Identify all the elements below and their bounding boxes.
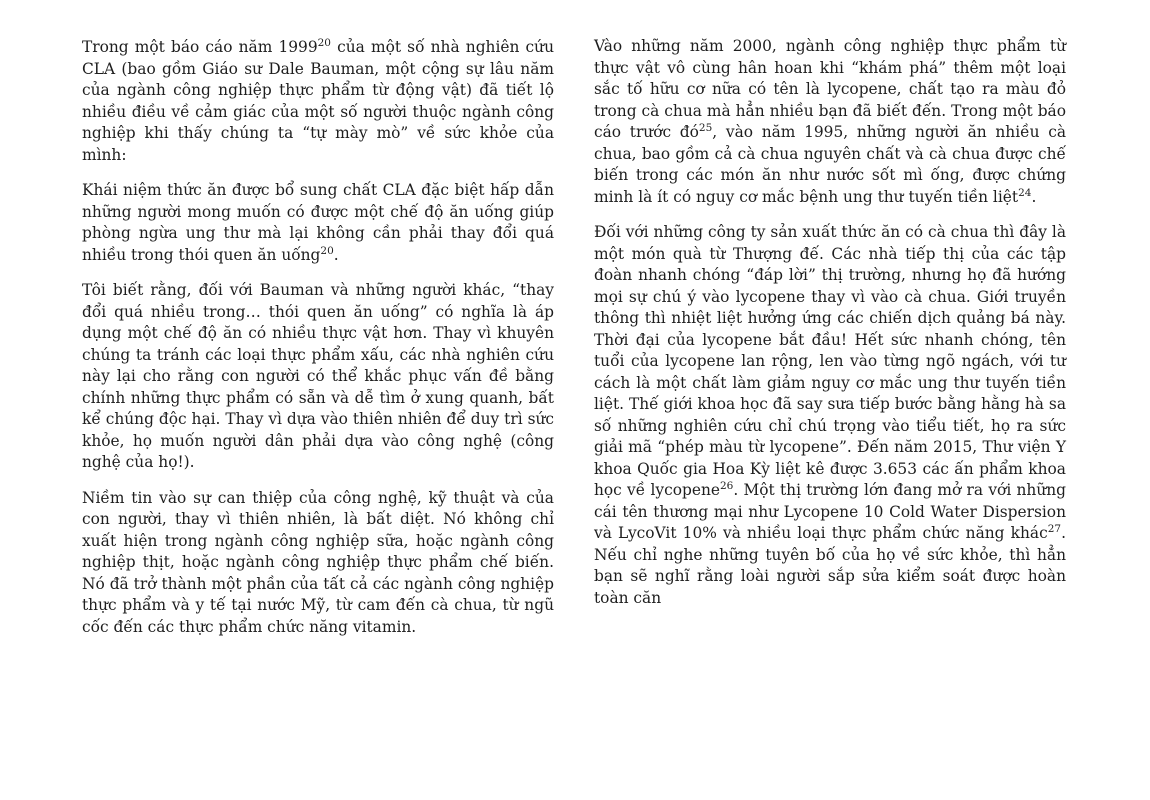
text-run: Vào những năm 2000, ngành công nghiệp thực phẩm từ thực vật vô cùng hân hoan khi “khám phá” thêm một loại sắc tố hữu cơ nữa có tên là lycopene, chất tạo ra màu đỏ trong cà chua mà hẳn nhiều bạn đã biết đến. Trong một báo cáo trước đó <box>594 37 1066 141</box>
footnote-ref: 26 <box>719 480 734 492</box>
text-run: , vào năm 1995, những người ăn nhiều cà chua, bao gồm cả cà chua nguyên chất và cà chua được chế biến trong các món ăn như nước sốt mì ống, được chứng minh là ít có nguy cơ mắc bệnh ung thư tuyến tiền liệt <box>594 123 1066 206</box>
footnote-ref: 27 <box>1047 523 1062 535</box>
footnote-ref: 24 <box>1018 186 1032 199</box>
footnote-ref: 20 <box>320 244 334 257</box>
paragraph <box>594 36 1066 208</box>
paragraph <box>82 37 554 166</box>
text-run: . <box>1031 187 1037 206</box>
text-run: Trong một báo cáo năm 1999 <box>82 38 318 56</box>
footnote-ref: 20 <box>317 37 331 49</box>
text-run: Đối với những công ty sản xuất thức ăn có cà chua thì đây là một món quà từ Thượng đế. Các nhà tiếp thị của các tập đoàn nhanh chóng “đáp lời” thị trường, nhưng họ đã hướng mọi sự chú ý vào lycopene thay vì vào cà chua. Giới truyền thông thì nhiệt liệt hưởng ứng các chiến dịch quảng bá này. Thời đại của lycopene bắt đầu! Hết sức nhanh chóng, tên tuổi của lycopene lan rộng, len vào từng ngõ ngách, với tư cách là một chất làm giảm nguy cơ mắc ung thư tuyến tiền liệt. Thế giới khoa học đã say sưa tiếp bước bằng hằng hà sa số những nghiên cứu chỉ chú trọng vào tiểu tiết, họ ra sức giải mã “phép màu từ lycopene”. Đến năm 2015, Thư viện Y khoa Quốc gia Hoa Kỳ liệt kê được 3.653 các ấn phẩm khoa học về lycopene <box>594 223 1066 499</box>
footnote-ref: 25 <box>698 122 713 134</box>
text-run: . <box>333 245 339 264</box>
paragraph <box>594 222 1066 609</box>
paragraph: Niềm tin vào sự can thiệp của công nghệ, kỹ thuật và của con người, thay vì thiên nhiên, là bất diệt. Nó không chỉ xuất hiện trong ngành công nghiệp sữa, hoặc ngành công nghiệp thịt, hoặc ngành công nghiệp thực phẩm chế biến. Nó đã trở thành một phần của tất cả các ngành công nghiệp thực phẩm và y tế tại nước Mỹ, từ cam đến cà chua, từ ngũ cốc đến các thực phẩm chức năng vitamin. <box>82 488 554 636</box>
text-run: Khái niệm thức ăn được bổ sung chất CLA đặc biệt hấp dẫn những người mong muốn có được một chế độ ăn uống giúp phòng ngừa ung thư mà lại không cần phải thay đổi quá nhiều trong thói quen ăn uống <box>82 181 554 264</box>
text-run: . Một thị trường lớn đang mở ra với những cái tên thương mại như Lycopene 10 Cold Water Dispersion và LycoVit 10% và nhiều loại thực phẩm chức năng khác <box>594 481 1067 542</box>
text-run: của một số nhà nghiên cứu CLA (bao gồm Giáo sư Dale Bauman, một cộng sự lâu năm của ngành công nghiệp thực phẩm từ động vật) đã tiết lộ nhiều điều về cảm giác của một số người thuộc ngành công nghiệp khi thấy chúng ta “tự mày mò” về sức khỏe của mình: <box>82 38 554 164</box>
paragraph <box>82 180 554 266</box>
paragraph: Tôi biết rằng, đối với Bauman và những người khác, “thay đổi quá nhiều trong… thói quen ăn uống” có nghĩa là áp dụng một chế độ ăn có nhiều thực vật hơn. Thay vì khuyên chúng ta tránh các loại thực phẩm xấu, các nhà nghiên cứu này lại cho rằng con người có thể khắc phục vấn đề bằng chính những thực phẩm có sẵn và dễ tìm ở xung quanh, bất kể chúng độc hại. Thay vì dựa vào thiên nhiên để duy trì sức khỏe, họ muốn người dân phải dựa vào công nghệ (công nghệ của họ!). <box>82 281 554 471</box>
right-column <box>594 36 1066 623</box>
left-column <box>82 37 554 652</box>
text-run: . Nếu chỉ nghe những tuyên bố của họ về sức khỏe, thì hẳn bạn sẽ nghĩ rằng loài người sắp sửa kiểm soát được hoàn toàn căn <box>594 524 1066 607</box>
